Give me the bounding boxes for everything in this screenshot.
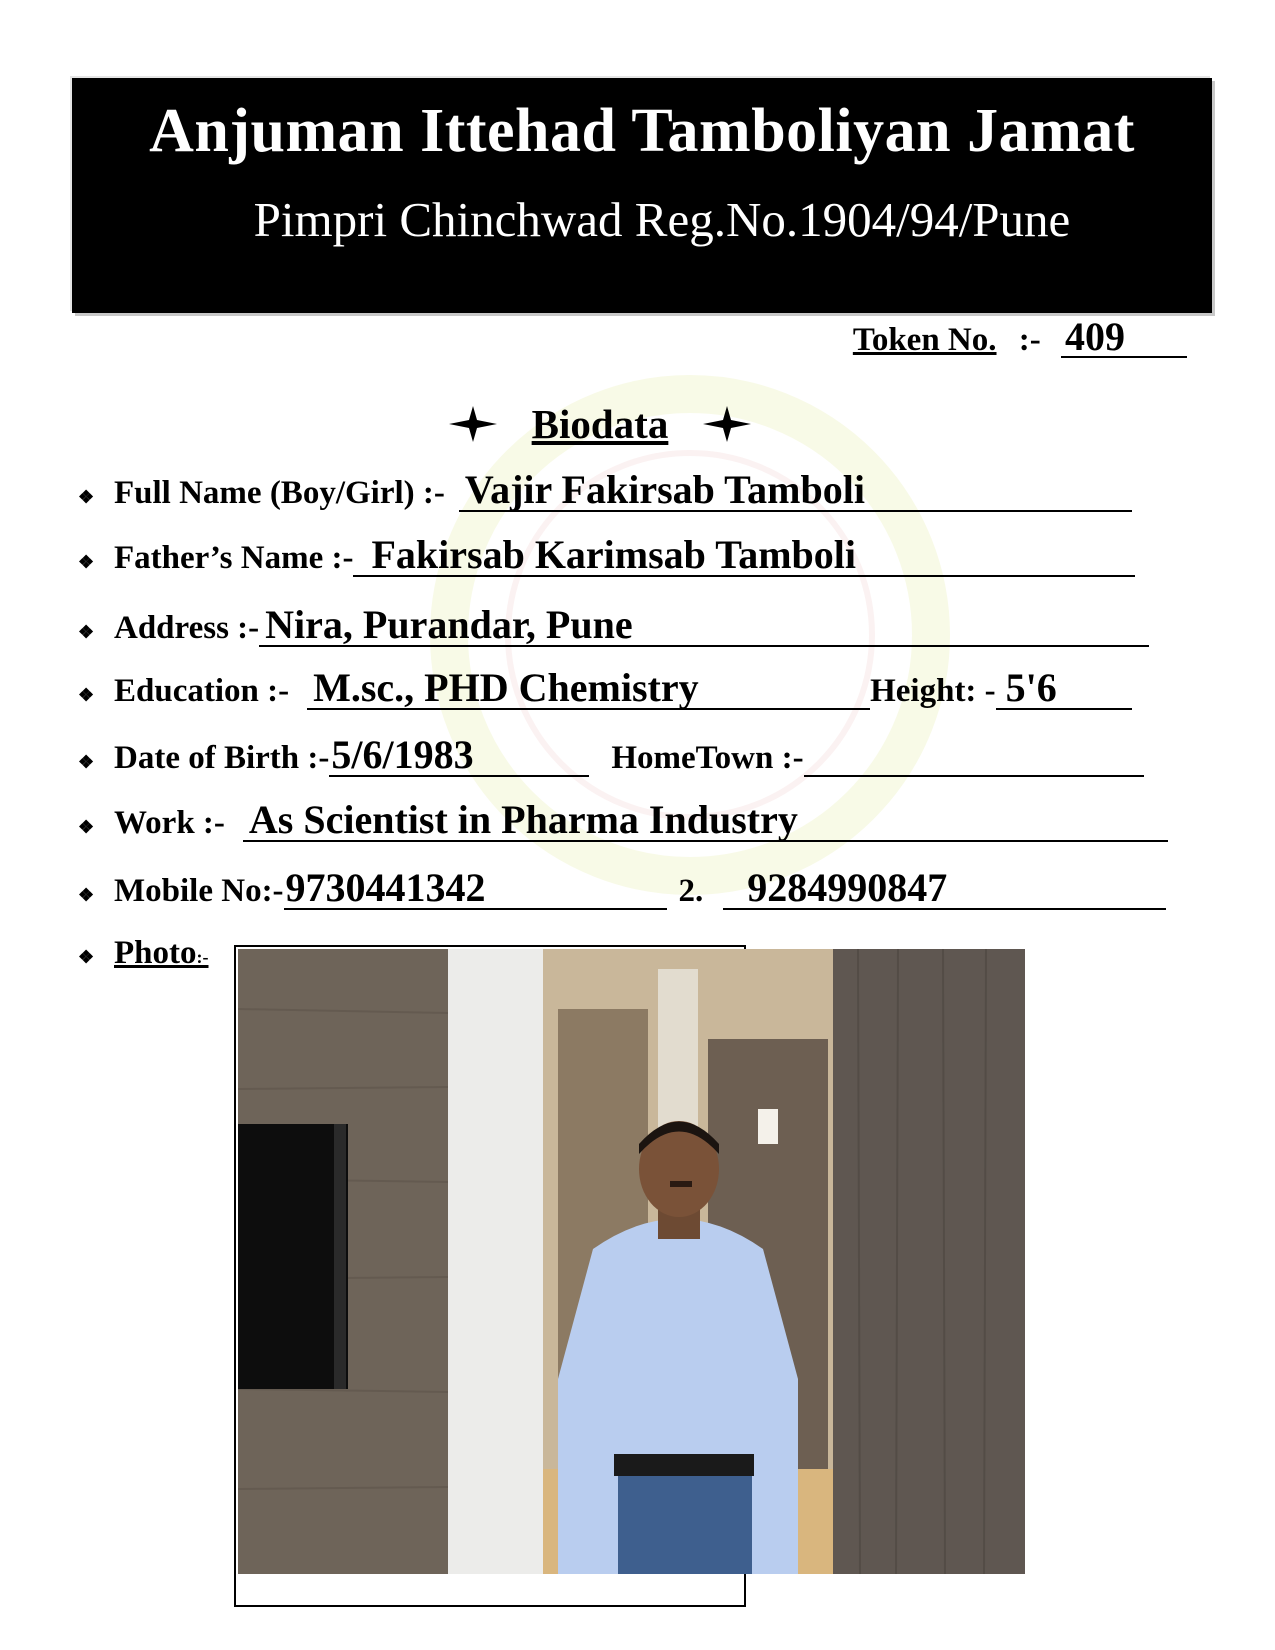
father-name-label: Father’s Name :- — [114, 540, 354, 576]
field-father-name — [78, 532, 1135, 577]
diamond-bullet-icon: ❖ — [78, 622, 95, 642]
diamond-bullet-icon: ❖ — [78, 817, 95, 837]
token-value: 409 — [1061, 318, 1187, 358]
token-separator: :- — [1018, 322, 1041, 358]
father-name-value: Fakirsab Karimsab Tamboli — [353, 535, 1135, 577]
work-label: Work :- — [114, 805, 225, 841]
four-point-star-icon — [447, 404, 499, 454]
organization-registration: Pimpri Chinchwad Reg.No.1904/94/Pune — [253, 192, 1071, 247]
education-label: Education :- — [114, 673, 290, 709]
field-dob — [78, 732, 1144, 777]
mobile-value-2: 9284990847 — [723, 868, 1166, 910]
field-address — [78, 602, 1149, 647]
diamond-bullet-icon: ❖ — [78, 487, 95, 507]
mobile-value-1: 9730441342 — [284, 868, 667, 910]
four-point-star-icon — [701, 404, 753, 454]
hometown-label: HomeTown :- — [611, 740, 804, 776]
diamond-bullet-icon: ❖ — [78, 885, 95, 905]
field-mobile — [78, 865, 1166, 910]
biodata-title: Biodata — [531, 401, 669, 447]
full-name-label: Full Name (Boy/Girl) :- — [114, 475, 445, 511]
field-work — [78, 797, 1168, 842]
token-number — [852, 314, 1187, 359]
photo-label: Photo:- — [114, 935, 209, 971]
work-value: As Scientist in Pharma Industry — [243, 800, 1168, 842]
diamond-bullet-icon: ❖ — [78, 947, 95, 967]
token-label: Token No. — [852, 322, 997, 358]
diamond-bullet-icon: ❖ — [78, 685, 95, 705]
diamond-bullet-icon: ❖ — [78, 552, 95, 572]
height-value: 5'6 — [996, 668, 1132, 710]
field-photo — [78, 935, 209, 972]
dob-value: 5/6/1983 — [329, 735, 589, 777]
header-banner — [72, 78, 1212, 313]
organization-title: Anjuman Ittehad Tamboliyan Jamat — [149, 97, 1135, 165]
address-value: Nira, Purandar, Pune — [259, 605, 1149, 647]
education-value: M.sc., PHD Chemistry — [307, 668, 870, 710]
address-label: Address :- — [114, 610, 260, 646]
section-heading — [0, 400, 1200, 454]
full-name-value: Vajir Fakirsab Tamboli — [459, 470, 1132, 512]
mobile-second-label: 2. — [678, 873, 704, 909]
height-label: Height: - — [870, 673, 996, 709]
field-education — [78, 665, 1132, 710]
candidate-photo — [238, 949, 1025, 1574]
mobile-label: Mobile No:- — [114, 873, 284, 909]
dob-label: Date of Birth :- — [114, 740, 330, 776]
hometown-value — [804, 775, 1144, 777]
field-full-name — [78, 467, 1132, 512]
diamond-bullet-icon: ❖ — [78, 752, 95, 772]
